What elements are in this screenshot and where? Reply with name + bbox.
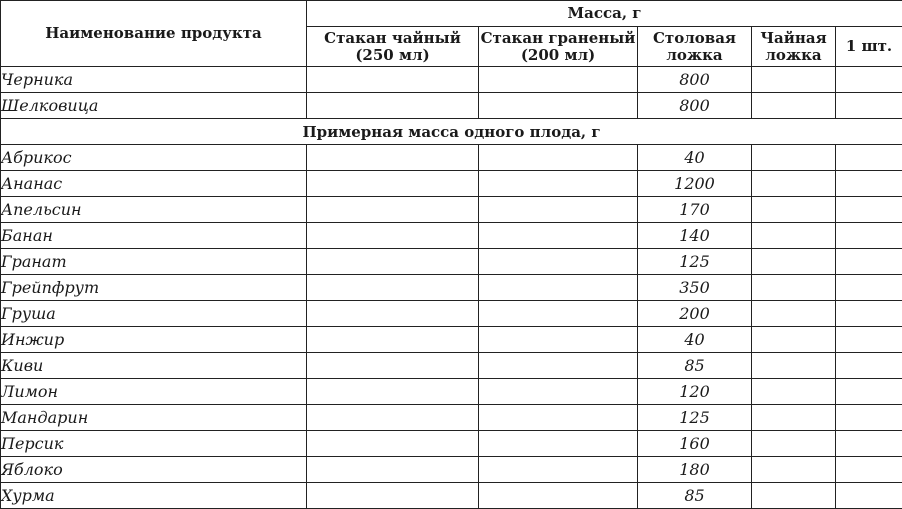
table-row [1,197,902,223]
mass-value-cell [307,483,479,509]
mass-value-cell [836,353,902,379]
mass-value-cell [836,301,902,327]
table-row [1,93,902,119]
mass-value-cell [479,223,638,249]
mass-value-cell [836,67,902,93]
faceted-glass-header-line2: (200 мл) [479,47,637,64]
mass-value-cell [836,171,902,197]
section-body [1,119,902,145]
product-name-cell: Ананас [1,171,307,197]
teaspoon-header-line1: Чайная [752,30,835,47]
mass-value-cell [307,67,479,93]
mass-value-cell [479,327,638,353]
mass-value-cell [479,67,638,93]
product-name-cell: Яблоко [1,457,307,483]
mass-value-cell [836,93,902,119]
table-row [1,67,902,93]
teaspoon-header [752,27,836,67]
mass-value-cell [307,249,479,275]
mass-value-cell [836,457,902,483]
mass-value-cell [752,275,836,301]
mass-value-cell [307,275,479,301]
mass-value-cell [307,301,479,327]
mass-value-cell [307,171,479,197]
mass-value-cell [836,223,902,249]
mass-value-cell [836,197,902,223]
faceted-glass-header-line1: Стакан граненый [479,30,637,47]
table-row [1,457,902,483]
mass-value-cell [752,197,836,223]
table-row [1,301,902,327]
product-name-cell: Мандарин [1,405,307,431]
table-row [1,327,902,353]
mass-value-cell [752,301,836,327]
mass-value-cell [836,249,902,275]
table-row [1,405,902,431]
mass-value-cell: 140 [638,223,752,249]
product-name-cell: Гранат [1,249,307,275]
tablespoon-header [638,27,752,67]
mass-value-cell: 40 [638,145,752,171]
faceted-glass-header [479,27,638,67]
mass-value-cell [307,145,479,171]
tablespoon-header-line2: ложка [638,47,751,64]
mass-value-cell [479,249,638,275]
mass-value-cell: 85 [638,353,752,379]
top-rows [1,67,902,119]
mass-value-cell [307,327,479,353]
mass-value-cell [307,197,479,223]
mass-value-cell [752,353,836,379]
mass-value-cell [836,327,902,353]
mass-value-cell: 1200 [638,171,752,197]
table-row [1,275,902,301]
tea-glass-header [307,27,479,67]
mass-value-cell [479,145,638,171]
mass-value-cell [307,405,479,431]
mass-value-cell [479,197,638,223]
mass-value-cell [307,223,479,249]
mass-value-cell [752,223,836,249]
mass-value-cell [479,301,638,327]
mass-value-cell: 170 [638,197,752,223]
mass-value-cell [307,353,479,379]
mass-value-cell [836,405,902,431]
fruit-rows [1,145,902,509]
mass-value-cell [752,457,836,483]
mass-value-cell: 125 [638,405,752,431]
mass-value-cell [836,483,902,509]
mass-value-cell [479,379,638,405]
product-name-cell: Лимон [1,379,307,405]
tablespoon-header-line1: Столовая [638,30,751,47]
product-name-cell: Банан [1,223,307,249]
table-row [1,483,902,509]
mass-value-cell [479,353,638,379]
product-name-cell: Абрикос [1,145,307,171]
mass-value-cell [752,483,836,509]
mass-value-cell [479,405,638,431]
tea-glass-header-line2: (250 мл) [307,47,478,64]
mass-value-cell [479,93,638,119]
tea-glass-header-line1: Стакан чайный [307,30,478,47]
mass-value-cell [479,457,638,483]
product-name-cell: Апельсин [1,197,307,223]
table-row [1,145,902,171]
per-piece-header: 1 шт. [836,27,902,67]
table-row [1,223,902,249]
mass-value-cell: 350 [638,275,752,301]
mass-value-cell [752,431,836,457]
mass-value-cell [752,93,836,119]
product-name-cell: Хурма [1,483,307,509]
mass-value-cell: 200 [638,301,752,327]
mass-value-cell [752,379,836,405]
product-name-cell: Грейпфрут [1,275,307,301]
mass-value-cell [836,145,902,171]
mass-value-cell: 160 [638,431,752,457]
table-row [1,431,902,457]
mass-value-cell [836,379,902,405]
product-name-header: Наименование продукта [1,1,307,67]
mass-value-cell: 85 [638,483,752,509]
mass-value-cell [307,379,479,405]
mass-value-cell [307,431,479,457]
mass-value-cell: 125 [638,249,752,275]
product-name-cell: Черника [1,67,307,93]
product-name-cell: Киви [1,353,307,379]
product-name-cell: Инжир [1,327,307,353]
mass-value-cell: 800 [638,67,752,93]
mass-value-cell [307,93,479,119]
mass-value-cell [752,145,836,171]
mass-value-cell [752,405,836,431]
mass-value-cell [307,457,479,483]
mass-value-cell [479,171,638,197]
section-title: Примерная масса одного плода, г [1,119,902,145]
table-row [1,353,902,379]
mass-value-cell: 120 [638,379,752,405]
mass-value-cell: 800 [638,93,752,119]
mass-value-cell [479,431,638,457]
teaspoon-header-line2: ложка [752,47,835,64]
mass-value-cell [479,483,638,509]
mass-value-cell: 40 [638,327,752,353]
mass-value-cell [752,171,836,197]
mass-value-cell [752,67,836,93]
mass-value-cell [836,431,902,457]
table-row [1,379,902,405]
table-row [1,249,902,275]
mass-value-cell [752,327,836,353]
product-name-cell: Груша [1,301,307,327]
product-name-cell: Персик [1,431,307,457]
product-name-cell: Шелковица [1,93,307,119]
mass-value-cell [479,275,638,301]
table-row [1,171,902,197]
mass-group-header: Масса, г [307,1,902,27]
mass-value-cell [752,249,836,275]
mass-value-cell: 180 [638,457,752,483]
mass-value-cell [836,275,902,301]
